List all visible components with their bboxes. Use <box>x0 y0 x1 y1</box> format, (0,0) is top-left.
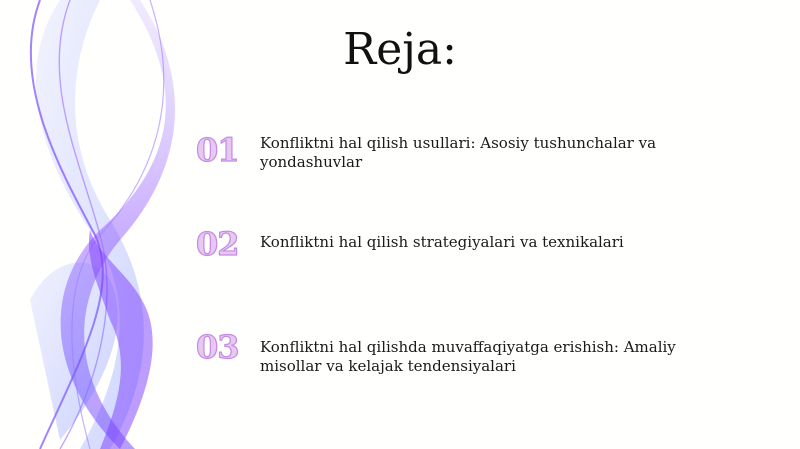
agenda-item-number: 02 <box>196 225 239 263</box>
agenda-item-number: 01 <box>196 131 239 169</box>
purple-smoke-ribbon-decoration <box>0 0 200 449</box>
agenda-item <box>196 224 756 284</box>
slide-title: Reja: <box>343 24 457 75</box>
agenda-item-text: Konfliktni hal qilish strategiyalari va texnikalari <box>260 233 624 251</box>
agenda-item <box>196 130 756 190</box>
agenda-item <box>196 327 756 387</box>
agenda-item-text: Konfliktni hal qilishda muvaffaqiyatga erishish: Amaliy misollar va kelajak tendensiyalari <box>260 338 676 375</box>
agenda-item-text: Konfliktni hal qilish usullari: Asosiy tushunchalar va yondashuvlar <box>260 134 657 171</box>
agenda-item-number: 03 <box>196 328 239 366</box>
